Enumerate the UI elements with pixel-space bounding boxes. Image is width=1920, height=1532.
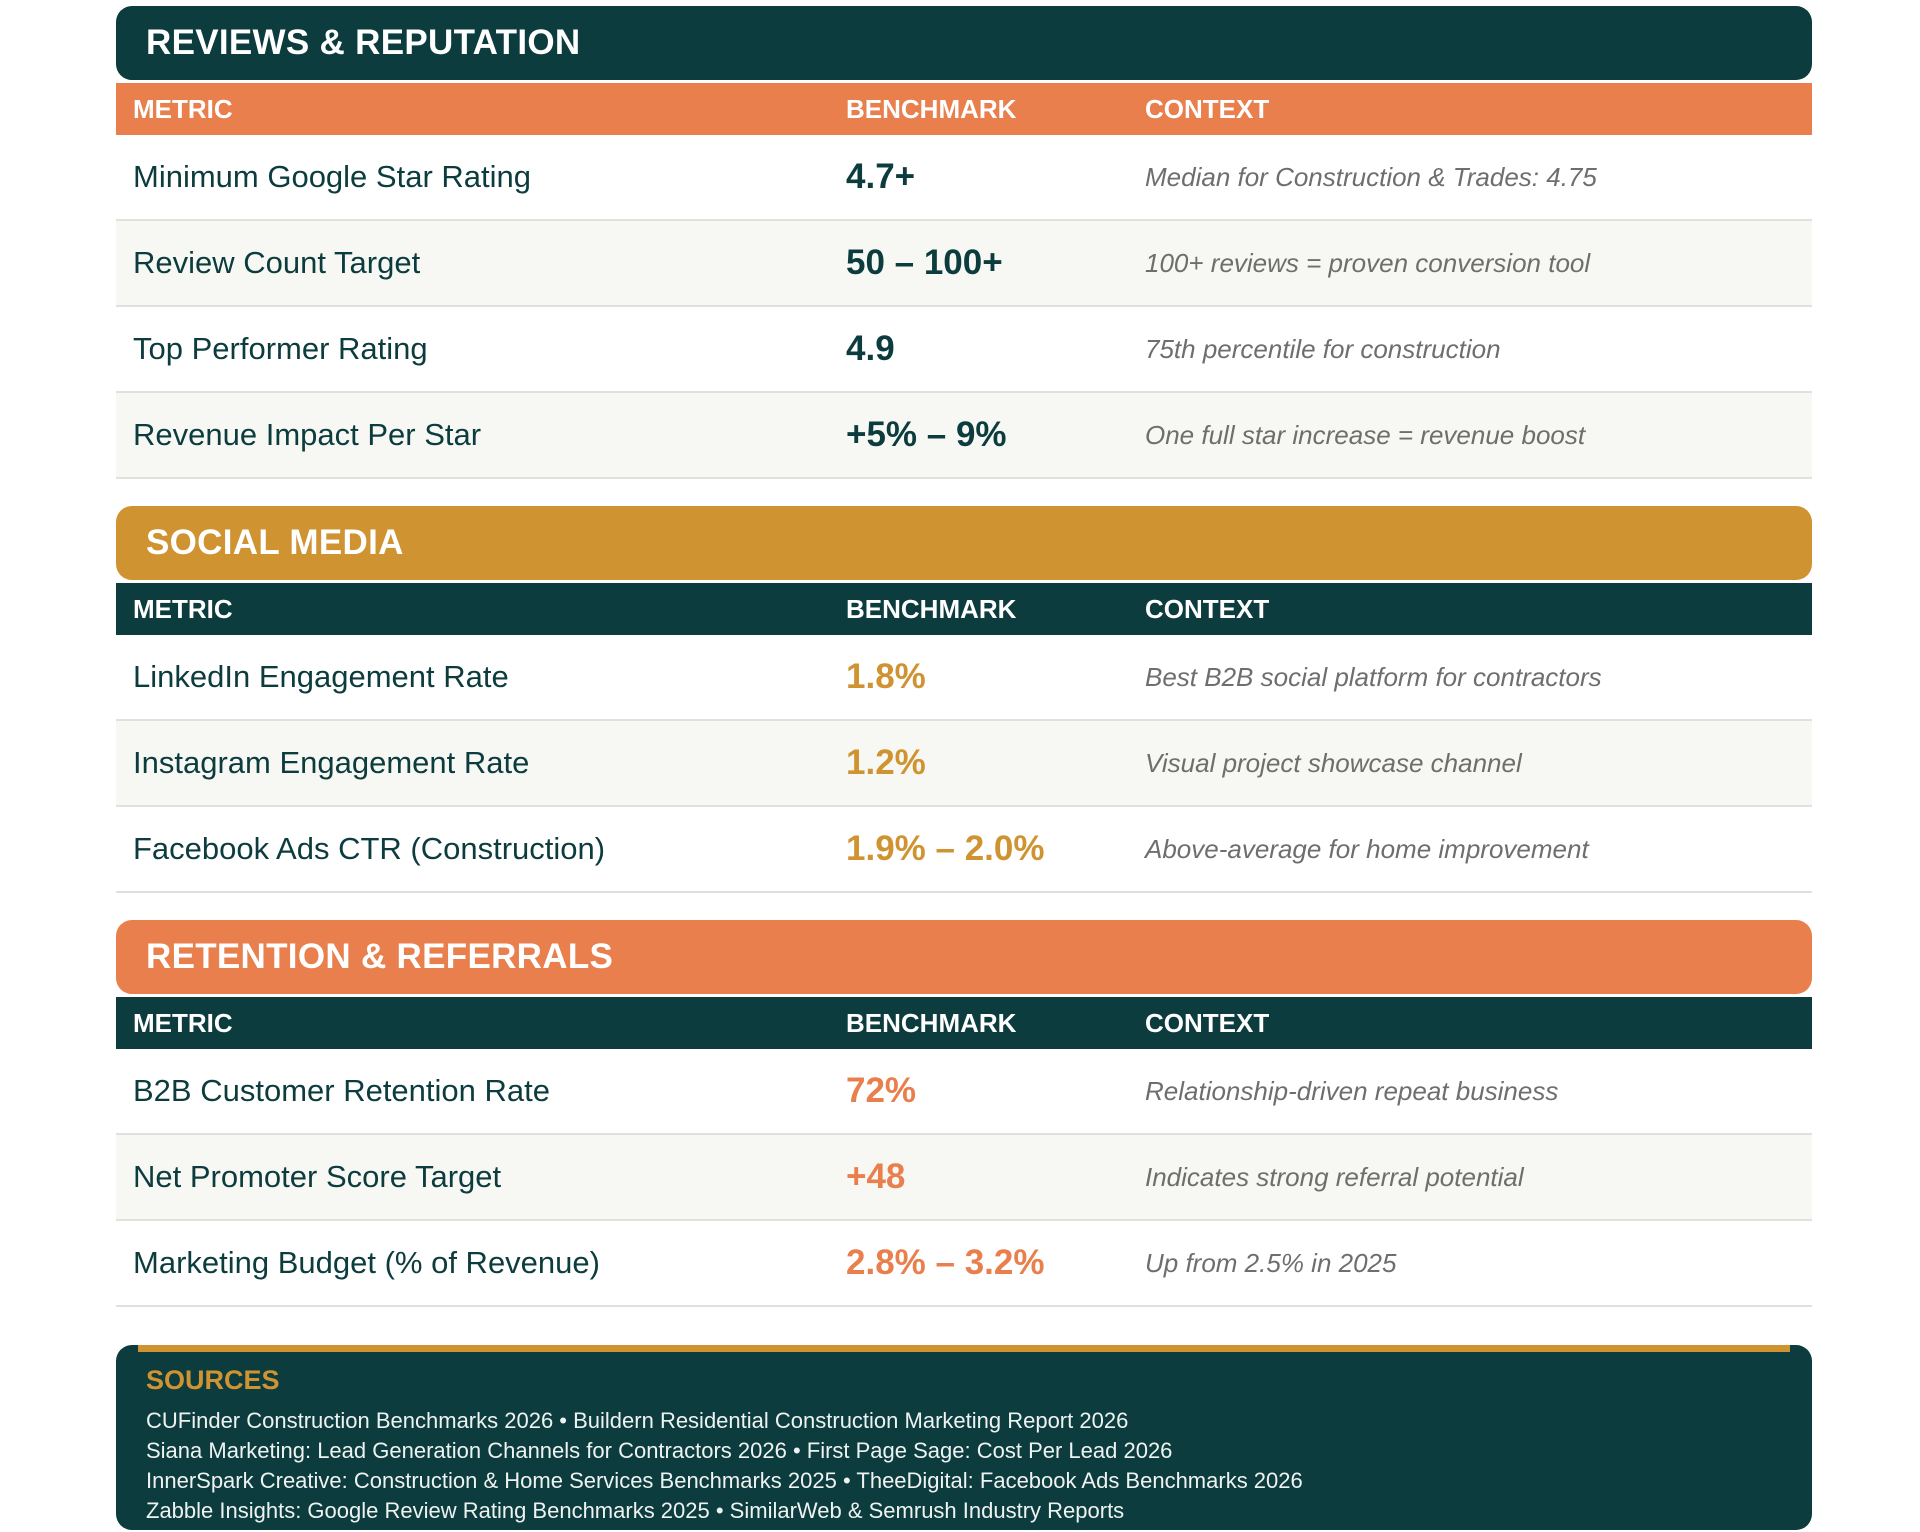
context-cell: Up from 2.5% in 2025 bbox=[1145, 1247, 1397, 1278]
benchmark-cell: 2.8% – 3.2% bbox=[846, 1243, 1045, 1282]
sources-accent-bar bbox=[138, 1345, 1790, 1352]
section-retention-referrals bbox=[116, 920, 1812, 1307]
column-header-metric: METRIC bbox=[133, 593, 233, 624]
context-cell: Above-average for home improvement bbox=[1145, 833, 1589, 864]
column-header-context: CONTEXT bbox=[1145, 93, 1270, 124]
context-cell: 100+ reviews = proven conversion tool bbox=[1145, 247, 1591, 278]
source-line: CUFinder Construction Benchmarks 2026 • Buildern Residential Construction Marketing Report 2026 bbox=[146, 1408, 1129, 1433]
benchmark-cell: 4.9 bbox=[846, 329, 895, 368]
table-row bbox=[116, 1221, 1812, 1307]
benchmark-cell: +48 bbox=[846, 1157, 906, 1196]
column-header-benchmark: BENCHMARK bbox=[846, 93, 1017, 124]
section-title: RETENTION & REFERRALS bbox=[116, 920, 1812, 994]
context-cell: Median for Construction & Trades: 4.75 bbox=[1145, 161, 1597, 192]
table-row bbox=[116, 1049, 1812, 1135]
context-cell: Relationship-driven repeat business bbox=[1145, 1075, 1559, 1106]
context-cell: 75th percentile for construction bbox=[1145, 333, 1501, 364]
table-row bbox=[116, 807, 1812, 893]
column-header-context: CONTEXT bbox=[1145, 1007, 1270, 1038]
context-cell: Best B2B social platform for contractors bbox=[1145, 661, 1602, 692]
column-header-row bbox=[116, 997, 1812, 1049]
column-header-benchmark: BENCHMARK bbox=[846, 1007, 1017, 1038]
source-line: InnerSpark Creative: Construction & Home Services Benchmarks 2025 • TheeDigital: Facebook Ads Benchmarks 2026 bbox=[146, 1468, 1303, 1493]
metric-cell: Marketing Budget (% of Revenue) bbox=[133, 1245, 600, 1280]
table-row bbox=[116, 393, 1812, 479]
section-title: SOCIAL MEDIA bbox=[116, 506, 1812, 580]
metric-cell: Revenue Impact Per Star bbox=[133, 417, 482, 452]
metric-cell: LinkedIn Engagement Rate bbox=[133, 659, 509, 694]
benchmark-cell: 72% bbox=[846, 1071, 917, 1110]
column-header-row bbox=[116, 583, 1812, 635]
source-line: Zabble Insights: Google Review Rating Benchmarks 2025 • SimilarWeb & Semrush Industry Reports bbox=[146, 1498, 1125, 1523]
metric-cell: Review Count Target bbox=[133, 245, 421, 280]
column-header-context: CONTEXT bbox=[1145, 593, 1270, 624]
benchmark-cell: +5% – 9% bbox=[846, 415, 1007, 454]
section-title: REVIEWS & REPUTATION bbox=[116, 6, 1812, 80]
section-social-media bbox=[116, 506, 1812, 893]
column-header-row bbox=[116, 83, 1812, 135]
column-header-benchmark: BENCHMARK bbox=[846, 593, 1017, 624]
benchmark-cell: 1.2% bbox=[846, 743, 926, 782]
context-cell: Indicates strong referral potential bbox=[1145, 1161, 1524, 1192]
context-cell: One full star increase = revenue boost bbox=[1145, 419, 1586, 450]
sources-panel bbox=[116, 1345, 1812, 1530]
benchmark-document bbox=[116, 6, 1812, 1334]
section-reviews-reputation bbox=[116, 6, 1812, 479]
benchmark-cell: 4.7+ bbox=[846, 157, 916, 196]
table-row bbox=[116, 635, 1812, 721]
column-header-metric: METRIC bbox=[133, 1007, 233, 1038]
context-cell: Visual project showcase channel bbox=[1145, 747, 1522, 778]
table-row bbox=[116, 721, 1812, 807]
table-row bbox=[116, 307, 1812, 393]
metric-cell: Top Performer Rating bbox=[133, 331, 428, 366]
table-row bbox=[116, 221, 1812, 307]
source-line: Siana Marketing: Lead Generation Channels for Contractors 2026 • First Page Sage: Cost Per Lead 2026 bbox=[146, 1438, 1173, 1463]
sources-title: SOURCES bbox=[146, 1365, 280, 1395]
metric-cell: Instagram Engagement Rate bbox=[133, 745, 530, 780]
metric-cell: Facebook Ads CTR (Construction) bbox=[133, 831, 606, 866]
benchmark-cell: 50 – 100+ bbox=[846, 243, 1003, 282]
benchmark-cell: 1.8% bbox=[846, 657, 926, 696]
table-row bbox=[116, 135, 1812, 221]
column-header-metric: METRIC bbox=[133, 93, 233, 124]
table-row bbox=[116, 1135, 1812, 1221]
metric-cell: Net Promoter Score Target bbox=[133, 1159, 502, 1194]
metric-cell: B2B Customer Retention Rate bbox=[133, 1073, 550, 1108]
metric-cell: Minimum Google Star Rating bbox=[133, 159, 531, 194]
benchmark-cell: 1.9% – 2.0% bbox=[846, 829, 1045, 868]
